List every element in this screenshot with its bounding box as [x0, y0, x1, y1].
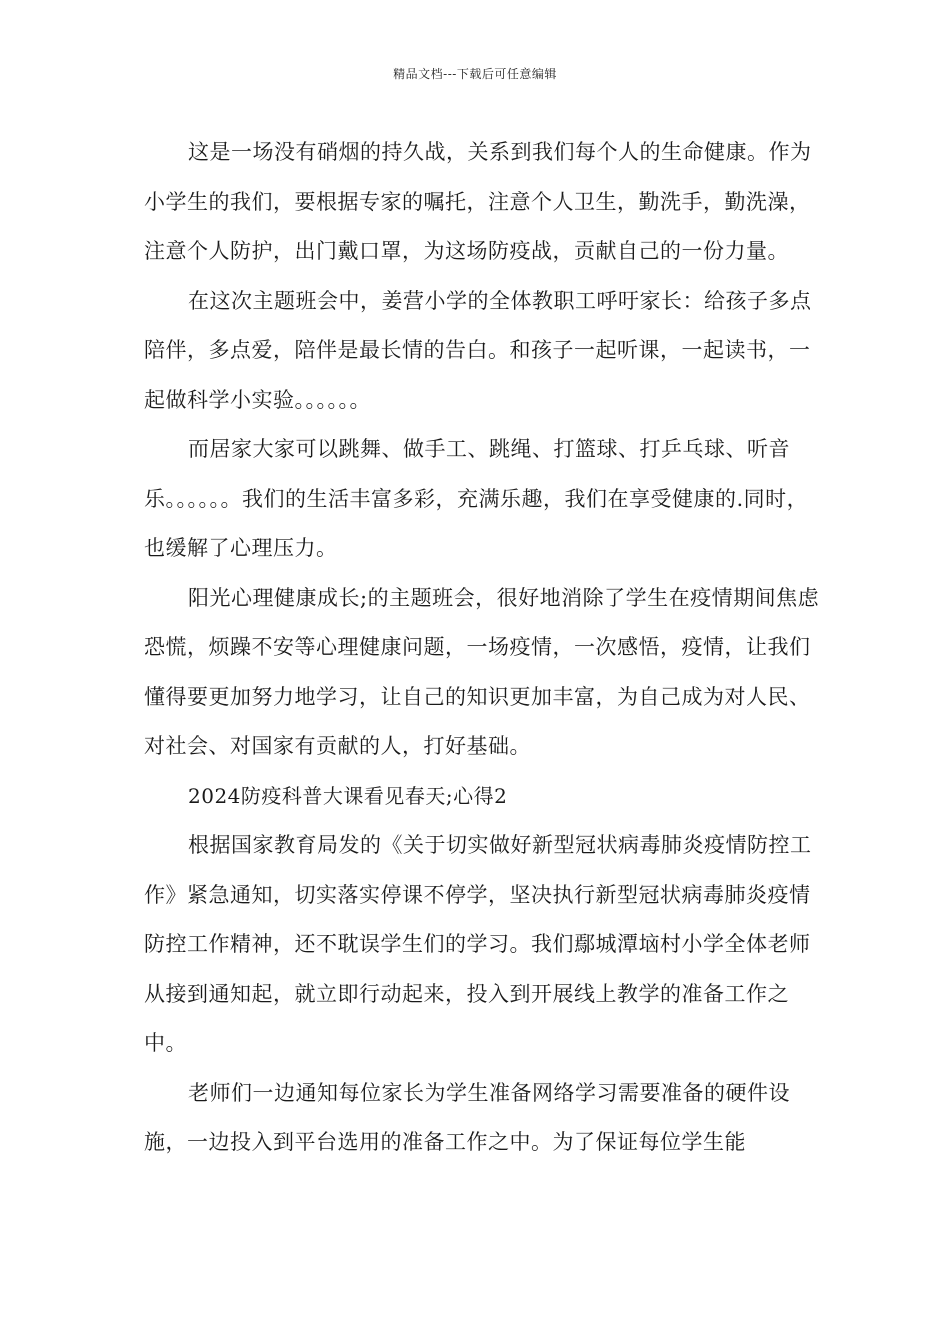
paragraph: 阳光心理健康成长;的主题班会，很好地消除了学生在疫情期间焦虑恐慌，烦躁不安等心理健康问题，一场疫情，一次感悟，疫情，让我们懂得要更加努力地学习，让自己的知识更加丰富，为自己成为对人民、对社会、对国家有贡献的人，打好基础。: [144, 585, 820, 758]
document-body: [144, 128, 824, 1168]
section-title: 2024防疫科普大课看见春天;心得2: [188, 783, 508, 808]
paragraph: 老师们一边通知每位家长为学生准备网络学习需要准备的硬件设施，一边投入到平台选用的准备工作之中。为了保证每位学生能: [144, 1080, 790, 1154]
paragraph: 这是一场没有硝烟的持久战，关系到我们每个人的生命健康。作为小学生的我们，要根据专家的嘱托，注意个人卫生，勤洗手，勤洗澡，注意个人防护，出门戴口罩，为这场防疫战，贡献自己的一份力量。: [144, 140, 812, 263]
header-note: 精品文档---下载后可任意编辑: [393, 67, 557, 81]
paragraph: 根据国家教育局发的《关于切实做好新型冠状病毒肺炎疫情防控工作》紧急通知，切实落实停课不停学，坚决执行新型冠状病毒肺炎疫情防控工作精神，还不耽误学生们的学习。我们鄢城潭垴村小学全体老师从接到通知起，就立即行动起来，投入到开展线上教学的准备工作之中。: [144, 833, 812, 1055]
paragraph: 而居家大家可以跳舞、做手工、跳绳、打篮球、打乒乓球、听音乐。。。。。。我们的生活丰富多彩，充满乐趣，我们在享受健康的.同时，也缓解了心理压力。: [144, 437, 809, 560]
paragraph: 在这次主题班会中，姜营小学的全体教职工呼吁家长：给孩子多点陪伴，多点爱，陪伴是最长情的告白。和孩子一起听课，一起读书，一起做科学小实验。。。。。。: [144, 288, 812, 412]
